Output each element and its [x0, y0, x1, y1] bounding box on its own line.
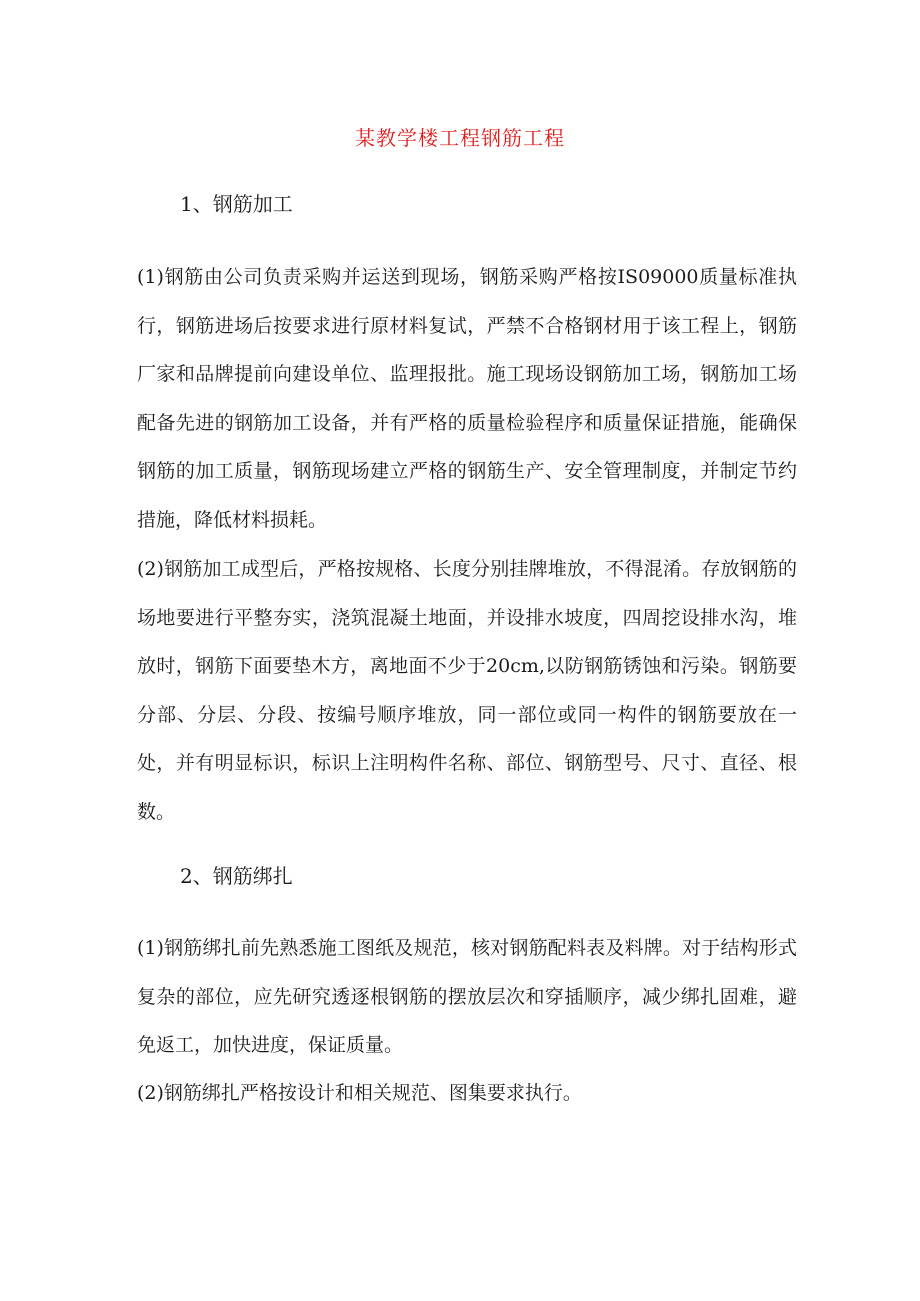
paragraph-binding-standards: (2)钢筋绑扎严格按设计和相关规范、图集要求执行。 — [137, 1082, 582, 1104]
document-title: 某教学楼工程钢筋工程 — [355, 126, 565, 150]
paragraph-procurement: (1)钢筋由公司负责采购并运送到现场，钢筋采购严格按IS09000质量标准执行，钢筋进场后按要求进行原材料复试，严禁不合格钢材用于该工程上，钢筋厂家和品牌提前向建设单位、监理报批。施工现场设钢筋加工场，钢筋加工场配备先进的钢筋加工设备，并有严格的质量检验程序和质量保证措施，能确保钢筋的加工质量，钢筋现场建立严格的钢筋生产、安全管理制度，并制定节约措施，降低材料损耗。 — [137, 266, 797, 531]
paragraph-storage: (2)钢筋加工成型后，严格按规格、长度分别挂牌堆放，不得混淆。存放钢筋的场地要进行平整夯实，浇筑混凝土地面，并设排水坡度，四周挖设排水沟，堆放时，钢筋下面要垫木方，离地面不少于20cm,以防钢筋锈蚀和污染。钢筋要分部、分层、分段、按编号顺序堆放，同一部位或同一构件的钢筋要放在一处，并有明显标识，标识上注明构件名称、部位、钢筋型号、尺寸、直径、根数。 — [137, 558, 797, 823]
section-heading-rebar-binding: 2、钢筋绑扎 — [180, 864, 293, 888]
paragraph-binding-preparation: (1)钢筋绑扎前先熟悉施工图纸及规范，核对钢筋配料表及料牌。对于结构形式复杂的部位，应先研究透逐根钢筋的摆放层次和穿插顺序，减少绑扎固难，避免返工，加快进度，保证质量。 — [137, 937, 797, 1056]
section-heading-rebar-processing: 1、钢筋加工 — [180, 192, 293, 216]
